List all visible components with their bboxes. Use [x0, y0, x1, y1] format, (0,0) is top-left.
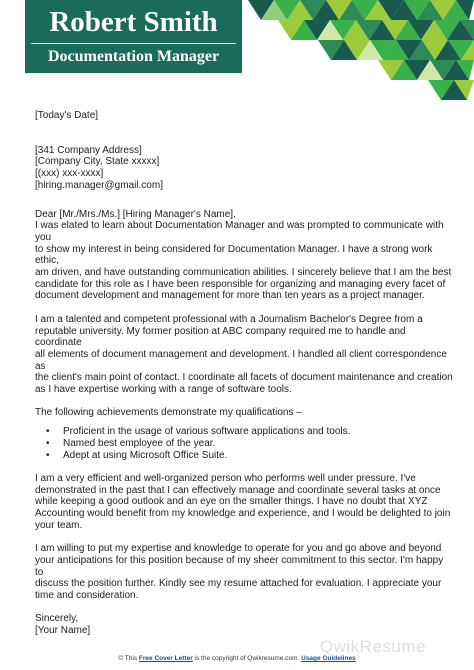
list-item: • Proficient in the usage of various software applications and tools. — [63, 426, 453, 438]
text-line: discuss the position further. Kindly see my resume attached for evaluation. I appreciate your — [35, 578, 442, 590]
text-line: demonstrated in the past that I can effectively manage and coordinate several tasks at once — [35, 484, 441, 496]
address-line: [hiring.manager@gmail.com] — [35, 179, 163, 191]
footer-prefix: © This — [118, 655, 138, 662]
letter-date: [Today's Date] — [35, 110, 99, 121]
text-line: as I have expertise working with a range of software tools. — [35, 384, 292, 396]
text-line: your anticipations for this position because of my sheer commitment to this sector. I'm happy to — [35, 554, 444, 578]
text-line: to show my interest in being considered for Documentation Manager. I have a strong work ethic, — [35, 243, 433, 267]
address-line: [(xxx) xxx-xxxx] — [35, 168, 104, 180]
paragraph-background — [35, 314, 453, 396]
signature: [Your Name] — [35, 625, 91, 637]
text-line: time and consideration. — [35, 589, 139, 601]
list-item: • Named best employee of the year. — [63, 438, 453, 450]
salutation: Dear [Mr./Mrs./Ms.] [Hiring Manager's Name], — [35, 208, 236, 220]
text-line: the client's main point of contact. I coordinate all facets of document maintenance and creation — [35, 372, 453, 384]
list-item: • Adept at using Microsoft Office Suite. — [63, 450, 453, 462]
free-cover-letter-link[interactable]: Free Cover Letter — [138, 655, 193, 662]
text-line: candidate for this role as I have been responsible for organizing and managing every facet of — [35, 278, 446, 290]
usage-guidelines-link[interactable]: Usage Guidelines — [301, 655, 356, 662]
letter-body — [35, 110, 453, 637]
paragraph-qualities — [35, 473, 453, 532]
copyright-footer — [0, 655, 474, 662]
address-line: [Company City, State xxxxx] — [35, 156, 160, 168]
text-line: Accounting would benefit from my knowledge and experience, and I would be delighted to join — [35, 508, 451, 520]
achievements-intro: The following achievements demonstrate my qualifications – — [35, 407, 302, 419]
address-line: [341 Company Address] — [35, 144, 142, 156]
text-line: I was elated to learn about Documentation Manager and was prompted to communicate with you — [35, 220, 444, 243]
text-line: while keeping a good outlook and an eye on the smaller things. I have no doubt that XYZ — [35, 496, 428, 508]
text-line: reputable university. My former position at ABC company required me to handle and coordinate — [35, 325, 406, 349]
closing: Sincerely, — [35, 613, 79, 625]
text-line: I am a very efficient and well-organized person who performs well under pressure. I've — [35, 472, 416, 484]
text-line: your team. — [35, 519, 83, 531]
recipient-address — [35, 145, 453, 192]
paragraph-closing — [35, 543, 453, 602]
text-line: all elements of document management and development. I handled all client correspondence as — [35, 348, 447, 372]
applicant-name: Robert Smith — [49, 6, 218, 38]
job-title: Documentation Manager — [47, 48, 220, 65]
text-line: I am willing to put my expertise and knowledge to operate for you and go above and beyond — [35, 543, 442, 555]
header-banner — [25, 0, 242, 73]
qwikresume-watermark: QwikResume — [319, 637, 426, 656]
footer-middle: is the copyright of Qwikresume.com. — [194, 655, 300, 662]
text-line: am driven, and have outstanding communication abilities. I sincerely believe that I am the best — [35, 267, 452, 279]
achievements-list — [35, 426, 453, 461]
text-line: I am a talented and competent professional with a Journalism Bachelor's Degree from a — [35, 313, 423, 325]
header-divider — [31, 43, 236, 44]
triangle-pattern-decoration — [248, 0, 474, 100]
text-line: document development and management for more than ten years as a project manager. — [35, 290, 425, 302]
paragraph-intro — [35, 220, 453, 302]
